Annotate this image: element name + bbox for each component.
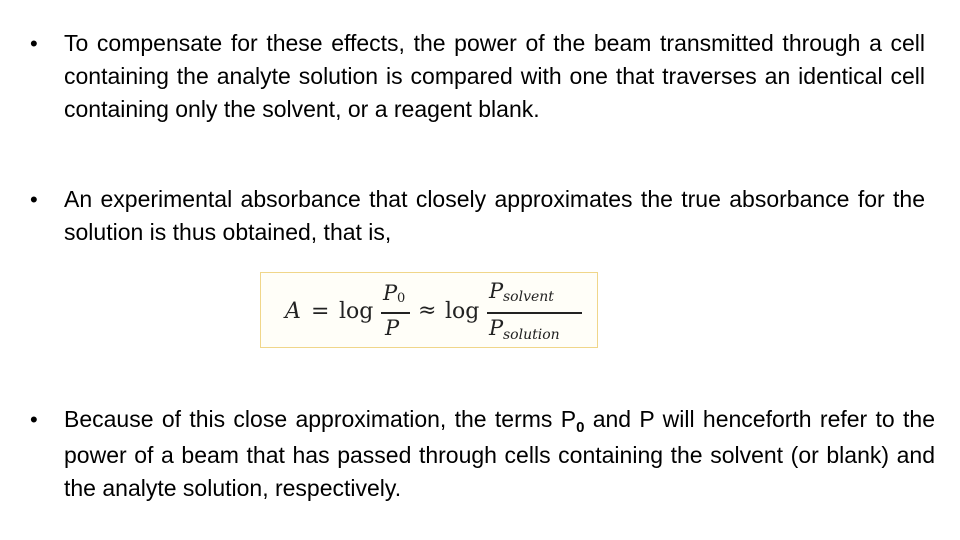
bullet-text-3-after: and P will henceforth refer to the power of a beam that has passed through cells containing the solvent (or blank) and the analyte solution, respectively. [64,406,935,501]
bullet-text-1: To compensate for these effects, the power of the beam transmitted through a cell containing the analyte solution is compared with one that traverses an identical cell containing only the solvent, or a reagent blank. [64,30,925,122]
bullet-marker: • [30,31,38,56]
fraction-1-denominator: P [385,316,400,340]
fraction-2-denominator-subscript: solution [503,327,560,343]
bullet-text-3-before: Because of this close approximation, the terms P [64,406,577,432]
bullet-text-3 [64,403,935,505]
p0-subscript: 0 [576,419,585,436]
bullet-item-1 [30,27,925,126]
equation-lhs: A [285,299,301,324]
bullet-text-2: An experimental absorbance that closely approximates the true absorbance for the solution is thus obtained, that is, [64,186,925,245]
bullet-marker: • [30,407,38,432]
bullet-item-3 [30,403,935,505]
equation-math [261,273,597,347]
fraction-2-denominator: P [489,316,504,340]
bullet-item-2 [30,183,925,249]
absorbance-equation [260,272,598,348]
bullet-marker: • [30,187,38,212]
fraction-1-numerator: P [383,281,398,305]
equation-approx: ≈ [418,298,437,323]
equation-equals: = [311,299,330,324]
equation-log-1: log [339,299,374,324]
fraction-2-bar [487,312,582,314]
fraction-2-numerator: P [489,279,504,303]
fraction-1-numerator-subscript: 0 [397,291,406,306]
fraction-1-bar [381,312,410,314]
fraction-2-numerator-subscript: solvent [503,289,554,305]
equation-log-2: log [445,299,480,324]
